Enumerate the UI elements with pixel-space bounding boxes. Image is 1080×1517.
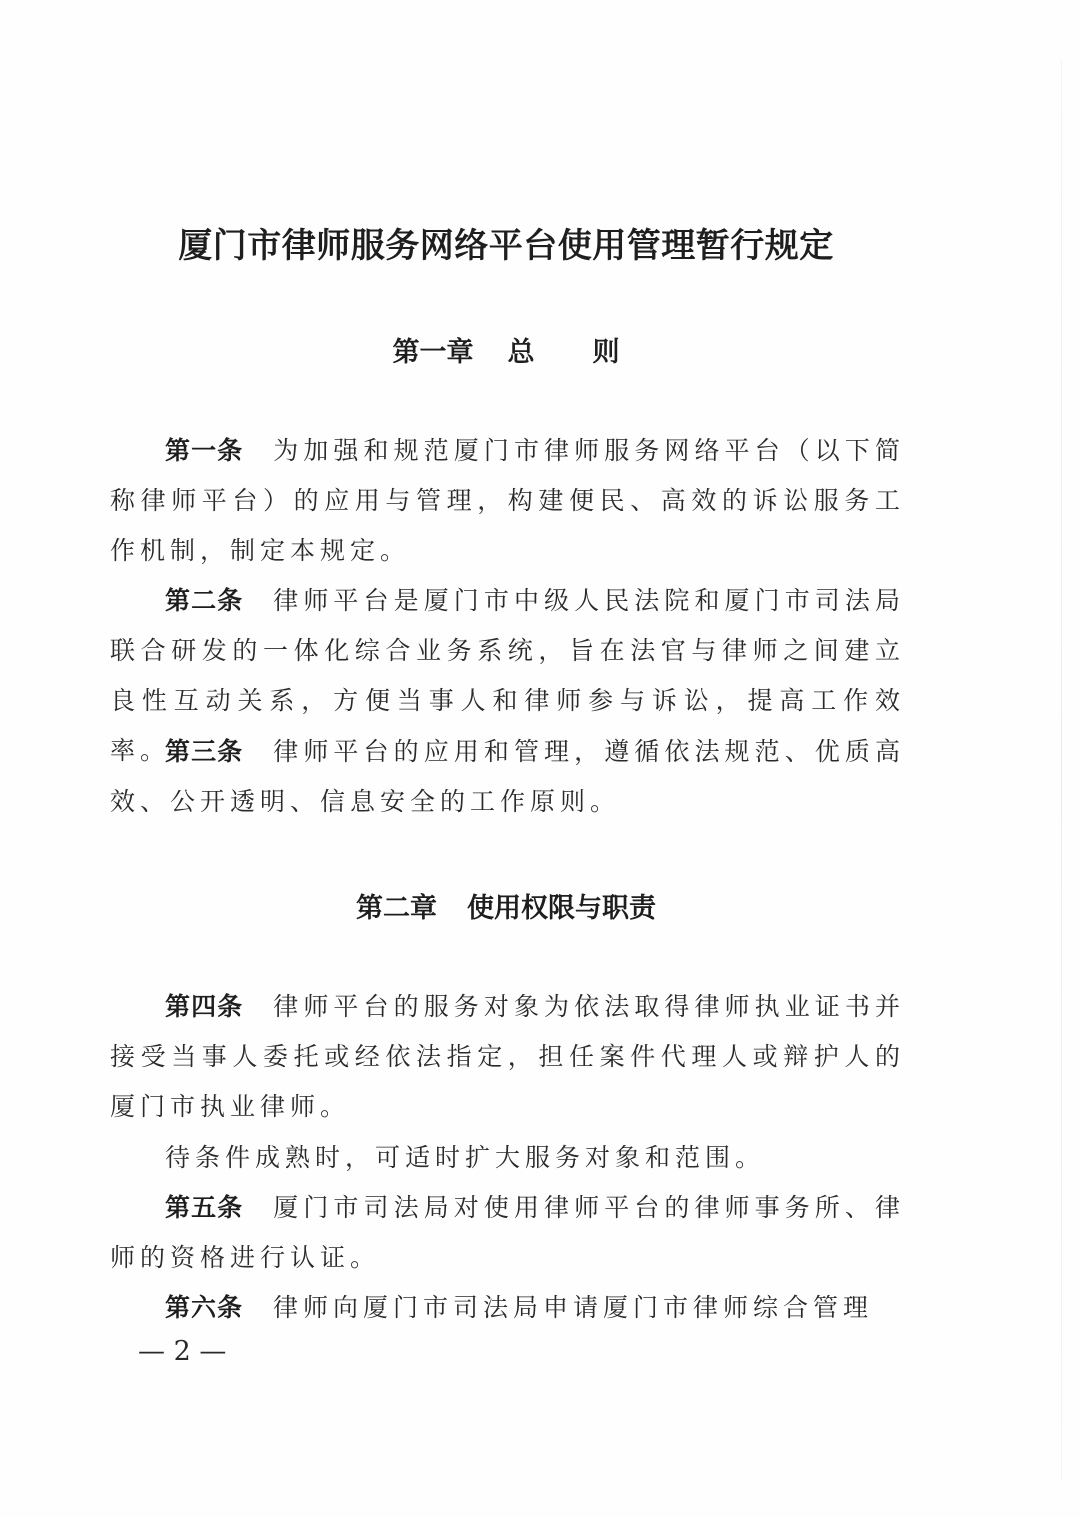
chapter-2-heading bbox=[0, 886, 1012, 925]
article-text: 律师平台是厦门市中级人民法院和厦门市司法局联合研发的一体化综合业务系统，旨在法官与律师之间建立良性互动关系，方便当事人和律师参与诉讼，提高工作效率。 bbox=[110, 586, 905, 765]
article-text: 律师向厦门市司法局申请厦门市律师综合管理 bbox=[273, 1293, 874, 1322]
article-number: 第五条 bbox=[165, 1193, 244, 1222]
scan-edge-shadow bbox=[1061, 60, 1062, 1480]
article-number: 第六条 bbox=[165, 1293, 244, 1322]
chapter-1-name-a: 总 bbox=[507, 337, 535, 368]
article-number: 第三条 bbox=[165, 737, 244, 766]
chapter-1-name-b: 则 bbox=[592, 337, 620, 368]
chapter-2-name: 使用权限与职责 bbox=[467, 893, 656, 924]
paragraph-text: 待条件成熟时，可适时扩大服务对象和范围。 bbox=[165, 1143, 766, 1172]
article-5 bbox=[110, 1183, 905, 1283]
document-title: 厦门市律师服务网络平台使用管理暂行规定 bbox=[178, 226, 834, 266]
article-4-continuation bbox=[110, 1133, 905, 1183]
article-4 bbox=[110, 982, 905, 1132]
article-number: 第四条 bbox=[165, 992, 244, 1021]
page-number: — 2 — bbox=[138, 1336, 227, 1367]
article-1 bbox=[110, 426, 905, 576]
chapter-1-heading bbox=[0, 330, 1012, 369]
article-6 bbox=[110, 1283, 905, 1333]
article-number: 第二条 bbox=[165, 586, 244, 615]
article-number: 第一条 bbox=[165, 436, 244, 465]
article-3 bbox=[110, 727, 905, 827]
chapter-1-label: 第一章 bbox=[392, 337, 474, 368]
chapter-2-label: 第二章 bbox=[356, 893, 437, 924]
article-text: 厦门市司法局对使用律师平台的律师事务所、律师的资格进行认证。 bbox=[110, 1193, 905, 1272]
article-text: 律师平台的服务对象为依法取得律师执业证书并接受当事人委托或经依法指定，担任案件代理人或辩护人的厦门市执业律师。 bbox=[110, 992, 905, 1121]
article-text: 律师平台的应用和管理，遵循依法规范、优质高效、公开透明、信息安全的工作原则。 bbox=[110, 737, 905, 816]
article-text: 为加强和规范厦门市律师服务网络平台（以下简称律师平台）的应用与管理，构建便民、高效的诉讼服务工作机制，制定本规定。 bbox=[110, 436, 905, 565]
